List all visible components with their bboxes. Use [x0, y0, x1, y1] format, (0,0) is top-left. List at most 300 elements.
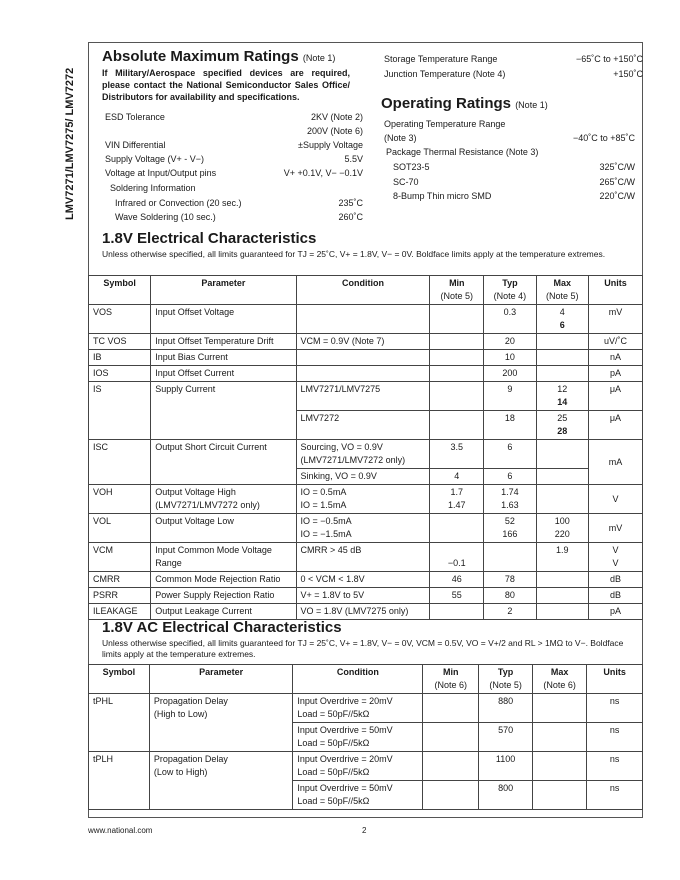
dc-units: [588, 334, 642, 350]
dc-max: [536, 604, 588, 620]
dc-max: [536, 485, 588, 514]
dc-parameter: [151, 485, 296, 514]
header-parameter: [149, 665, 293, 694]
dc-units: [588, 588, 642, 604]
dc-condition: [296, 485, 430, 514]
dc-max-value: 12: [557, 384, 568, 394]
ac-condition-value-2: Load = 50pF//5kΩ: [297, 796, 370, 806]
abs-max-right-value: +150˚C: [613, 69, 643, 79]
dc-parameter-value: Output Voltage High: [155, 487, 236, 497]
dc-row: [89, 334, 643, 350]
dc-typ-value-2: 1.63: [501, 500, 519, 510]
dc-row: [89, 305, 643, 334]
dc-typ-value: 78: [504, 574, 515, 584]
ac-max-value: [537, 695, 582, 708]
dc-typ: [484, 350, 536, 366]
ac-min-value: [427, 753, 474, 766]
dc-condition: [296, 604, 430, 620]
dc-min-value: [434, 367, 479, 380]
dc-max: [536, 382, 588, 411]
dc-max-value: 100: [554, 516, 570, 526]
abs-max-heading: [102, 48, 335, 65]
dc-units: [588, 350, 642, 366]
dc-parameter-value: Input Offset Temperature Drift: [155, 336, 274, 346]
dc-typ-value: 1.74: [501, 487, 519, 497]
dc-symbol-value: ISC: [93, 442, 109, 452]
dc-condition-value: IO = −0.5mA: [300, 516, 352, 526]
ac-row: [89, 752, 643, 781]
dc-max: [536, 350, 588, 366]
op-temp-value: −40˚C to +85˚C: [572, 133, 635, 143]
abs-max-right-label: Junction Temperature (Note 4): [384, 69, 506, 79]
dc-intro: Unless otherwise specified, all limits guaranteed for TJ = 25˚C, V+ = 1.8V, V− = 0V. Boldface limits apply at the temperature extremes.: [102, 249, 606, 259]
dc-symbol: [89, 588, 151, 604]
ac-min: [423, 723, 479, 752]
dc-parameter: [151, 514, 296, 543]
dc-symbol: [89, 485, 151, 514]
dc-parameter-value: Output Leakage Current: [155, 606, 252, 616]
header-parameter-label: Parameter: [201, 278, 246, 288]
dc-min: [430, 305, 484, 334]
dc-max: [536, 469, 588, 485]
abs-max-value: V+ +0.1V, V− −0.1V: [283, 168, 363, 178]
op-package-label: 8-Bump Thin micro SMD: [393, 191, 492, 201]
ac-intro: Unless otherwise specified, all limits guaranteed for TJ = 25˚C, V+ = 1.8V, V− = 0V, VCM = 0.5V, VO = V+/2 and RL > 1MΩ to V−. Boldface limits apply at the temperature extremes.: [102, 638, 624, 659]
dc-condition-value: [301, 351, 426, 364]
dc-condition: [296, 440, 430, 469]
header-max: [536, 276, 588, 305]
dc-units: [588, 514, 642, 543]
ac-parameter-value: Propagation Delay: [153, 754, 228, 764]
op-package-value: 265˚C/W: [599, 176, 635, 187]
dc-parameter: [151, 366, 296, 382]
ac-units-value: ns: [609, 696, 620, 706]
dc-typ: [484, 382, 536, 411]
dc-condition-value: [301, 367, 426, 380]
dc-typ: [484, 572, 536, 588]
dc-units: [588, 411, 642, 440]
abs-max-label: VIN Differential: [105, 140, 166, 150]
dc-min-value: [434, 515, 479, 528]
dc-symbol: [89, 514, 151, 543]
dc-parameter-value: Input Offset Current: [155, 368, 235, 378]
ac-max-value: [537, 782, 582, 795]
header-typ-note: (Note 5): [489, 680, 522, 690]
dc-max-value-2: 28: [557, 426, 568, 436]
abs-max-right-value: −65˚C to +150˚C: [575, 54, 643, 64]
dc-units: [588, 543, 642, 572]
op-package-value: 325˚C/W: [599, 162, 635, 172]
dc-condition-value: LMV7271/LMV7275: [300, 384, 381, 394]
abs-max-value: 5.5V: [344, 154, 363, 164]
dc-typ-value: 10: [504, 352, 515, 362]
dc-symbol: [89, 334, 151, 350]
header-row: [89, 276, 643, 305]
dc-min-value: [434, 383, 479, 396]
dc-typ: [484, 543, 536, 572]
dc-parameter: [151, 305, 296, 334]
dc-row: [89, 366, 643, 382]
dc-typ-value: 52: [504, 516, 515, 526]
dc-condition-value-2: IO = −1.5mA: [300, 529, 352, 539]
dc-units-value: mA: [608, 456, 623, 467]
dc-units-value: dB: [609, 590, 621, 600]
dc-units-value: uV/˚C: [603, 336, 627, 346]
ac-parameter-value-2: (High to Low): [153, 709, 208, 719]
dc-row: [89, 350, 643, 366]
dc-condition: [296, 411, 430, 440]
abs-max-label: Infrared or Convection (20 sec.): [115, 198, 242, 208]
dc-condition: [296, 334, 430, 350]
dc-typ: [484, 334, 536, 350]
dc-typ: [484, 514, 536, 543]
header-units: [587, 665, 643, 694]
dc-parameter-value: Output Voltage Low: [155, 516, 234, 526]
dc-parameter: [151, 334, 296, 350]
dc-min-value: [434, 306, 479, 319]
dc-max: [536, 305, 588, 334]
dc-units: [588, 572, 642, 588]
dc-symbol: [89, 543, 151, 572]
dc-max-value: [541, 486, 584, 499]
dc-max-value: [541, 441, 584, 454]
dc-typ: [484, 411, 536, 440]
dc-min-value: [434, 605, 479, 618]
dc-row: [89, 514, 643, 543]
dc-min: [430, 543, 484, 572]
ac-condition-value-2: Load = 50pF//5kΩ: [297, 767, 370, 777]
dc-typ-value: 18: [504, 413, 515, 423]
dc-parameter: [151, 440, 296, 485]
ac-min-value: [427, 782, 474, 795]
ac-min: [423, 752, 479, 781]
dc-min-value: 55: [451, 590, 462, 600]
ac-max: [533, 752, 587, 781]
dc-typ-value: 9: [507, 384, 513, 394]
ac-heading: [102, 619, 342, 636]
dc-min-value: [434, 351, 479, 364]
dc-parameter: [151, 572, 296, 588]
dc-min: [430, 350, 484, 366]
dc-units-value: μA: [609, 413, 622, 423]
dc-row: [89, 485, 643, 514]
dc-min-value: 3.5: [450, 442, 464, 452]
header-max-label: Max: [550, 667, 569, 677]
dc-min: [430, 440, 484, 469]
ac-typ: [479, 694, 533, 723]
dc-condition-value: LMV7272: [300, 413, 340, 423]
dc-symbol-value: VOL: [93, 516, 112, 526]
dc-typ-value: [488, 544, 531, 557]
ac-units-value: ns: [609, 725, 620, 735]
dc-units-value: pA: [609, 368, 621, 378]
header-min-label: Min: [442, 667, 459, 677]
dc-units: [588, 305, 642, 334]
dc-parameter-value-2: (LMV7271/LMV7272 only): [155, 500, 260, 510]
dc-units: [588, 440, 642, 485]
header-symbol: [89, 665, 150, 694]
dc-min: [430, 588, 484, 604]
dc-condition: [296, 469, 430, 485]
ac-units-value: ns: [609, 783, 620, 793]
dc-symbol-value: VOH: [93, 487, 113, 497]
header-typ-label: Typ: [502, 278, 518, 288]
dc-condition-value: Sourcing, VO = 0.9V: [300, 442, 383, 452]
dc-symbol: [89, 572, 151, 588]
header-typ: [479, 665, 533, 694]
dc-max-value: [541, 351, 584, 364]
header-condition-label: Condition: [341, 278, 384, 288]
dc-condition: [296, 366, 430, 382]
dc-units-value: V: [612, 545, 619, 555]
dc-max-value: [541, 573, 584, 586]
dc-units-value: V: [612, 493, 619, 504]
header-condition: [293, 665, 423, 694]
dc-row: [89, 588, 643, 604]
side-title: [62, 40, 82, 240]
header-condition: [296, 276, 430, 305]
dc-condition: [296, 588, 430, 604]
ac-symbol: [89, 694, 150, 752]
dc-max-value: 25: [557, 413, 568, 423]
ac-units-value: ns: [609, 754, 620, 764]
dc-symbol-value: ILEAKAGE: [93, 606, 138, 616]
footer-url: www.national.com: [88, 826, 153, 835]
dc-typ-value: 6: [507, 442, 513, 452]
dc-typ-value: 0.3: [503, 307, 517, 317]
dc-min: [430, 572, 484, 588]
dc-max-value: [541, 367, 584, 380]
dc-symbol-value: VOS: [93, 307, 113, 317]
ac-condition: [293, 694, 423, 723]
dc-condition-value-2: [301, 557, 426, 570]
ac-units: [587, 752, 643, 781]
dc-typ-value: 80: [504, 590, 515, 600]
abs-max-label: Soldering Information: [110, 183, 196, 193]
dc-min-value-2: −0.1: [447, 558, 466, 568]
abs-max-value: ±Supply Voltage: [298, 140, 363, 150]
dc-condition-value: CMRR > 45 dB: [300, 545, 362, 555]
ac-typ-value: 880: [498, 696, 514, 706]
ac-typ-value: 800: [498, 783, 514, 793]
header-typ: [484, 276, 536, 305]
dc-symbol: [89, 382, 151, 440]
abs-max-title: Absolute Maximum Ratings: [102, 48, 299, 65]
dc-condition: [296, 543, 430, 572]
header-min: [430, 276, 484, 305]
abs-max-note: (Note 1): [302, 53, 336, 63]
dc-max-value-2: [541, 557, 584, 570]
header-min-note: (Note 5): [440, 291, 474, 301]
op-ratings-heading: [381, 95, 548, 112]
dc-max-value-2: 14: [557, 397, 568, 407]
dc-units-value: mV: [608, 522, 623, 533]
dc-symbol-value: IB: [93, 352, 102, 362]
dc-parameter: [151, 543, 296, 572]
abs-max-label: Voltage at Input/Output pins: [105, 168, 217, 178]
dc-max-value-2: 220: [554, 529, 570, 539]
header-symbol-label: Symbol: [103, 278, 136, 288]
dc-max: [536, 411, 588, 440]
dc-symbol: [89, 305, 151, 334]
dc-units: [588, 485, 642, 514]
dc-parameter-value: Output Short Circuit Current: [155, 442, 267, 452]
abs-max-label: ESD Tolerance: [105, 112, 165, 122]
ac-condition: [293, 781, 423, 810]
ac-condition-value: Input Overdrive = 50mV: [297, 725, 393, 735]
dc-condition: [296, 572, 430, 588]
dc-units-value: mV: [608, 307, 623, 317]
ac-max: [533, 694, 587, 723]
dc-typ: [484, 604, 536, 620]
dc-typ-value: 2: [507, 606, 513, 616]
dc-parameter-value: Supply Current: [155, 384, 216, 394]
dc-typ: [484, 305, 536, 334]
op-temp-note: (Note 3): [384, 133, 417, 143]
dc-typ-value: 6: [507, 471, 513, 481]
dc-min-value: 1.7: [450, 487, 464, 497]
ac-condition: [293, 723, 423, 752]
ac-parameter: [149, 752, 293, 810]
dc-parameter-value: Input Bias Current: [155, 352, 228, 362]
dc-parameter-value: Common Mode Rejection Ratio: [155, 574, 281, 584]
dc-typ: [484, 469, 536, 485]
footer-page: 2: [362, 826, 367, 835]
abs-max-label: Supply Voltage (V+ - V−): [105, 154, 205, 164]
header-max-label: Max: [553, 278, 572, 288]
dc-symbol: [89, 604, 151, 620]
dc-row: [89, 543, 643, 572]
ac-row: [89, 694, 643, 723]
header-condition-label: Condition: [336, 667, 379, 677]
header-row: [89, 665, 643, 694]
dc-typ: [484, 485, 536, 514]
dc-typ-value: 20: [504, 336, 515, 346]
ac-symbol: [89, 752, 150, 810]
dc-units: [588, 366, 642, 382]
dc-min-value: [434, 412, 479, 425]
dc-min-value-2: 1.47: [448, 500, 466, 510]
dc-parameter: [151, 350, 296, 366]
ac-max-value: [537, 753, 582, 766]
dc-parameter-value: Power Supply Rejection Ratio: [155, 590, 275, 600]
ac-condition-value-2: Load = 50pF//5kΩ: [297, 738, 370, 748]
dc-min: [430, 485, 484, 514]
ac-condition: [293, 752, 423, 781]
header-max: [533, 665, 587, 694]
ac-parameter-value: Propagation Delay: [153, 696, 228, 706]
dc-symbol-value: TC VOS: [93, 336, 127, 346]
dc-min: [430, 514, 484, 543]
dc-condition-value: VO = 1.8V (LMV7275 only): [300, 606, 409, 616]
header-units-label: Units: [603, 667, 626, 677]
header-units-label: Units: [604, 278, 627, 288]
dc-units: [588, 382, 642, 411]
dc-parameter: [151, 382, 296, 440]
dc-parameter-value: Input Common Mode Voltage: [155, 545, 272, 555]
op-ratings-title: Operating Ratings: [381, 95, 512, 112]
dc-max-value: [541, 470, 584, 483]
dc-symbol-value: PSRR: [93, 590, 119, 600]
dc-condition-value: IO = 0.5mA: [300, 487, 347, 497]
ac-typ-value: 570: [498, 725, 514, 735]
op-package-label: SOT23-5: [393, 162, 430, 172]
dc-condition: [296, 514, 430, 543]
ac-symbol-value: tPHL: [93, 696, 114, 706]
dc-units-value: pA: [609, 606, 621, 616]
dc-condition-value-2: (LMV7271/LMV7272 only): [300, 455, 406, 465]
ac-condition-value: Input Overdrive = 50mV: [297, 783, 393, 793]
dc-min: [430, 469, 484, 485]
dc-row: [89, 382, 643, 411]
dc-condition: [296, 350, 430, 366]
ac-units: [587, 781, 643, 810]
dc-max-value: 4: [559, 307, 565, 317]
dc-max-value: [541, 589, 584, 602]
dc-max-value: [541, 605, 584, 618]
dc-max-value-2: 6: [559, 320, 565, 330]
dc-min: [430, 334, 484, 350]
dc-heading: [102, 230, 316, 247]
ac-max: [533, 723, 587, 752]
dc-symbol: [89, 350, 151, 366]
ac-min-value: [427, 695, 474, 708]
ac-min: [423, 781, 479, 810]
dc-typ: [484, 366, 536, 382]
dc-parameter: [151, 604, 296, 620]
ac-max: [533, 781, 587, 810]
dc-units-value: nA: [609, 352, 621, 362]
ac-condition-value: Input Overdrive = 20mV: [297, 696, 393, 706]
dc-units-value: μA: [609, 384, 622, 394]
dc-typ: [484, 588, 536, 604]
dc-condition: [296, 305, 430, 334]
ac-typ: [479, 752, 533, 781]
dc-min: [430, 604, 484, 620]
dc-symbol-value: IOS: [93, 368, 109, 378]
abs-max-value: 200V (Note 6): [306, 126, 363, 136]
header-typ-note: (Note 4): [493, 291, 527, 301]
header-min-label: Min: [449, 278, 465, 288]
abs-max-label: Wave Soldering (10 sec.): [115, 212, 216, 222]
dc-row: [89, 572, 643, 588]
dc-min-value: 46: [451, 574, 462, 584]
ac-condition-value: Input Overdrive = 20mV: [297, 754, 393, 764]
op-thermal-label: Package Thermal Resistance (Note 3): [386, 147, 539, 157]
ac-units: [587, 723, 643, 752]
abs-max-warning: If Military/Aerospace specified devices are required, please contact the National Semiconductor Sales Office/ Distributors for availability and specifications.: [102, 68, 350, 102]
op-package-value: 220˚C/W: [599, 191, 635, 201]
dc-symbol-value: IS: [93, 384, 102, 394]
header-min: [423, 665, 479, 694]
ac-condition-value-2: Load = 50pF//5kΩ: [297, 709, 370, 719]
abs-max-value: 2KV (Note 2): [310, 112, 363, 122]
dc-row: [89, 604, 643, 620]
dc-table: [88, 275, 643, 620]
dc-condition-value-2: IO = 1.5mA: [300, 500, 347, 510]
dc-max-value: 1.9: [556, 545, 569, 555]
header-max-note: (Note 6): [543, 680, 576, 690]
header-parameter-label: Parameter: [199, 667, 244, 677]
op-temp-label: Operating Temperature Range: [384, 119, 506, 129]
ac-parameter: [149, 694, 293, 752]
ac-typ-value: 1100: [495, 754, 516, 764]
ac-title: 1.8V AC Electrical Characteristics: [102, 619, 342, 636]
dc-max: [536, 366, 588, 382]
dc-condition-value: V+ = 1.8V to 5V: [300, 590, 365, 600]
dc-min-value: 4: [454, 471, 460, 481]
dc-min: [430, 382, 484, 411]
